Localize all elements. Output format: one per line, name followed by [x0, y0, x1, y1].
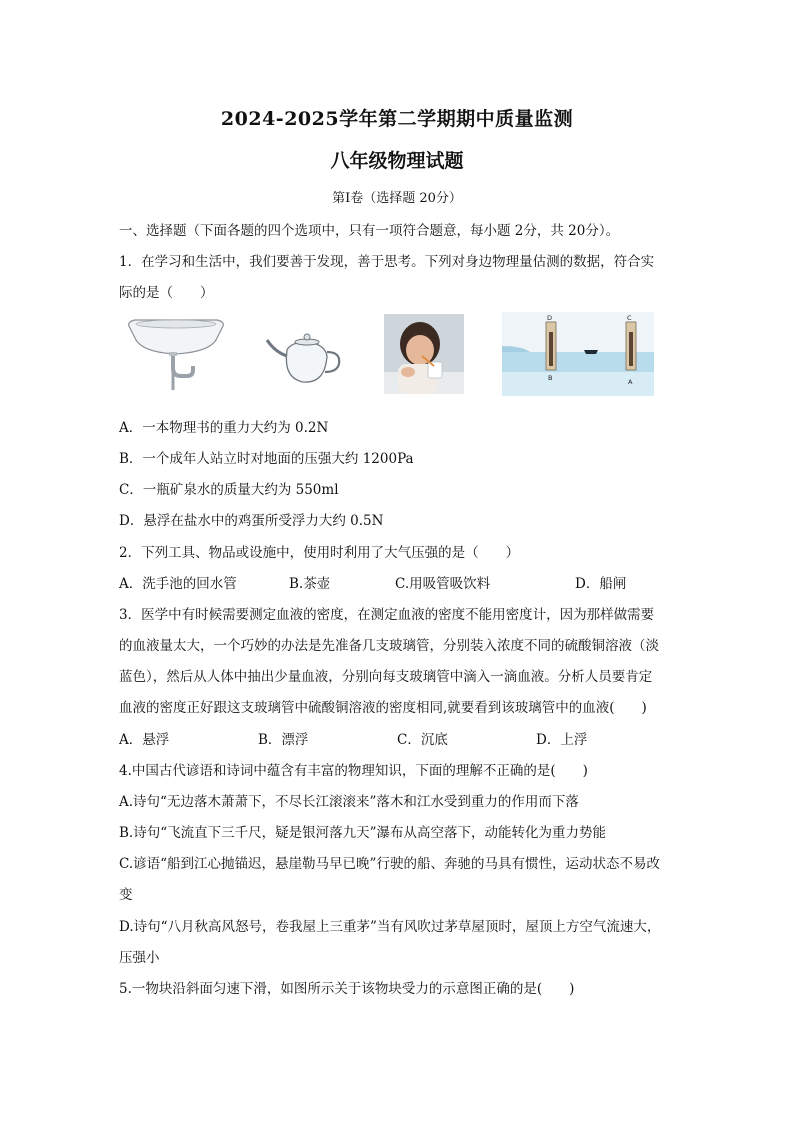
teapot-figure	[265, 326, 347, 388]
q5-stem: 5.一物块沿斜面匀速下滑，如图所示关于该物块受力的示意图正确的是( )	[119, 981, 575, 997]
q4-option-c-line2: 变	[119, 887, 133, 903]
q4-option-c-line1: C.谚语“船到江心抛锚迟，悬崖勒马早已晚”行驶的船、奔驰的马具有惯性，运动状态不易改	[119, 856, 660, 872]
q4-option-d-line2: 压强小	[119, 950, 160, 966]
q3-option-b: B．漂浮	[258, 732, 309, 748]
q1-option-a: A．一本物理书的重力大约为 0.2N	[119, 420, 329, 436]
q2-option-c: C.用吸管吸饮料	[395, 576, 491, 592]
label-c: C	[627, 314, 632, 322]
q3-option-a: A．悬浮	[119, 732, 170, 748]
section-label: 第Ⅰ卷（选择题 20分）	[332, 191, 462, 206]
label-a: A	[628, 378, 633, 386]
q1-figures	[119, 312, 679, 402]
child-drinking-photo	[384, 314, 464, 394]
q1-stem-line1: 1．在学习和生活中，我们要善于发现，善于思考。下列对身边物理量估测的数据，符合实	[119, 254, 655, 270]
q4-option-d-line1: D.诗句“八月秋高风怒号，卷我屋上三重茅”当有风吹过茅草屋顶时，屋顶上方空气流速大，	[119, 919, 661, 935]
q2-option-b: B.茶壶	[289, 576, 331, 592]
q3-option-c: C．沉底	[397, 732, 448, 748]
sink-figure	[125, 312, 227, 394]
label-d: D	[547, 314, 553, 322]
label-b: B	[548, 374, 553, 382]
exam-title: 2024-2025学年第二学期期中质量监测	[220, 108, 574, 130]
q2-stem: 2．下列工具、物品或设施中，使用时利用了大气压强的是（ ）	[119, 545, 520, 561]
q3-line2: 的血液量太大，一个巧妙的办法是先准备几支玻璃管，分别装入浓度不同的硫酸铜溶液（淡	[119, 638, 659, 654]
q1-option-b: B．一个成年人站立时对地面的压强大约 1200Pa	[119, 451, 414, 467]
ship-lock-diagram	[502, 312, 654, 396]
q2-options	[119, 572, 626, 592]
q3-option-d: D．上浮	[536, 732, 588, 748]
q1-option-d: D．悬浮在盐水中的鸡蛋所受浮力大约 0.5N	[119, 513, 384, 529]
q3-line1: 3．医学中有时候需要测定血液的密度，在测定血液的密度不能用密度计，因为那样做需要	[119, 607, 655, 623]
q4-option-b: B.诗句“飞流直下三千尺，疑是银河落九天”瀑布从高空落下，动能转化为重力势能	[119, 825, 607, 841]
q4-option-a: A.诗句“无边落木萧萧下，不尽长江滚滚来”落木和江水受到重力的作用而下落	[119, 794, 579, 810]
q2-option-d: D．船闸	[575, 576, 627, 592]
q3-options	[119, 728, 587, 748]
section1-heading: 一、选择题（下面各题的四个选项中，只有一项符合题意，每小题 2分，共 20分）。	[119, 223, 620, 239]
exam-subtitle: 八年级物理试题	[330, 150, 464, 172]
q1-stem-line2: 际的是（ ）	[119, 285, 214, 301]
q1-option-c: C．一瓶矿泉水的质量大约为 550ml	[119, 482, 339, 498]
q4-stem: 4.中国古代谚语和诗词中蕴含有丰富的物理知识，下面的理解不正确的是( )	[119, 763, 588, 779]
q3-line4: 血液的密度正好跟这支玻璃管中硫酸铜溶液的密度相同,就要看到该玻璃管中的血液( )	[119, 700, 647, 716]
q2-option-a: A．洗手池的回水管	[119, 576, 237, 592]
q3-line3: 蓝色），然后从人体中抽出少量血液，分别向每支玻璃管中滴入一滴血液。分析人员要肯定	[119, 669, 653, 685]
